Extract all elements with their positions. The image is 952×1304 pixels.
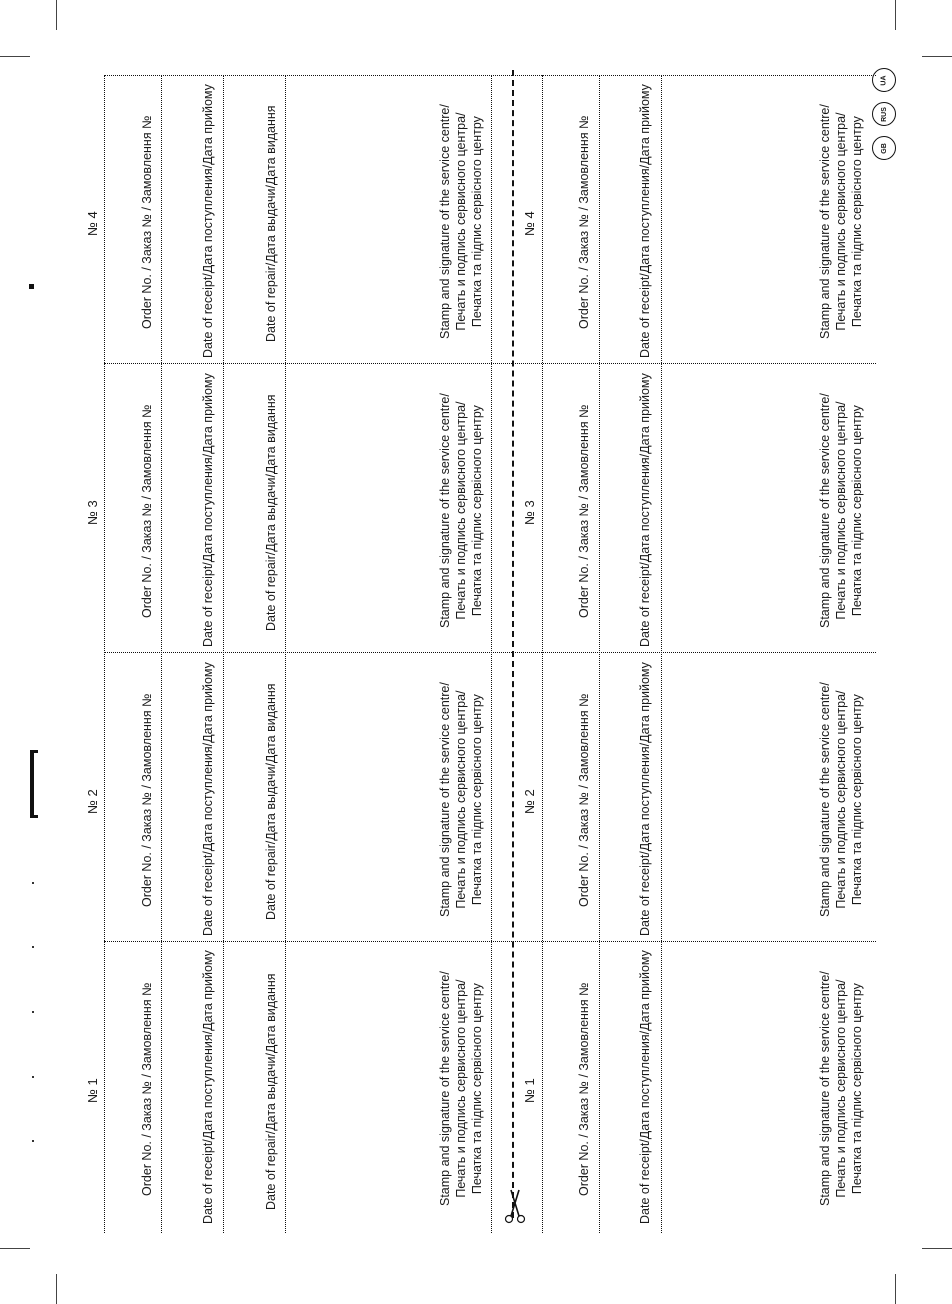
date-of-receipt-field: Date of receipt/Дата поступления/Дата прийому — [638, 373, 652, 647]
coupon-number: № 2 — [522, 789, 537, 814]
field-line — [491, 75, 492, 1233]
date-of-receipt-field: Date of receipt/Дата поступления/Дата прийому — [638, 950, 652, 1224]
language-badges — [870, 68, 896, 158]
order-number-field: Order No. / Заказ № / Замовлення № — [140, 982, 154, 1196]
order-number-field: Order No. / Заказ № / Замовлення № — [577, 404, 591, 618]
date-of-receipt-field: Date of receipt/Дата поступления/Дата прийому — [201, 84, 215, 358]
date-of-receipt-field: Date of receipt/Дата поступления/Дата прийому — [201, 373, 215, 647]
order-number-field: Order No. / Заказ № / Замовлення № — [140, 115, 154, 329]
stamp-signature-block: Stamp and signature of the service centre/ Печать и подпись сервисного центра/ Печатка та підпис сервісного центру — [438, 104, 484, 339]
field-line — [661, 75, 662, 1233]
coupon-number: № 3 — [522, 500, 537, 525]
date-of-receipt-field: Date of receipt/Дата поступления/Дата прийому — [201, 950, 215, 1224]
date-of-repair-field: Date of repair/Дата выдачи/Дата видання — [264, 394, 278, 631]
language-badge-ua: UA — [872, 68, 896, 92]
coupon-separator — [104, 652, 876, 653]
stamp-signature-block: Stamp and signature of the service centre/ Печать и подпись сервисного центра/ Печатка та підпис сервісного центру — [818, 104, 864, 339]
coupon-separator — [104, 941, 876, 942]
coupon-number: № 2 — [85, 789, 100, 814]
date-of-repair-field: Date of repair/Дата выдачи/Дата видання — [264, 973, 278, 1210]
field-line — [542, 75, 543, 1233]
order-number-field: Order No. / Заказ № / Замовлення № — [140, 693, 154, 907]
date-of-receipt-field: Date of receipt/Дата поступления/Дата прийому — [638, 662, 652, 936]
coupon-separator — [104, 75, 876, 76]
field-line — [223, 75, 224, 1233]
field-line — [599, 75, 600, 1233]
coupon-number: № 4 — [522, 211, 537, 236]
coupon-number: № 3 — [85, 500, 100, 525]
order-number-field: Order No. / Заказ № / Замовлення № — [140, 404, 154, 618]
stamp-signature-block: Stamp and signature of the service centre/ Печать и подпись сервисного центра/ Печатка та підпис сервісного центру — [438, 682, 484, 917]
cut-line — [512, 70, 514, 1218]
stamp-signature-block: Stamp and signature of the service centre/ Печать и подпись сервисного центра/ Печатка та підпис сервісного центру — [438, 393, 484, 628]
order-number-field: Order No. / Заказ № / Замовлення № — [577, 115, 591, 329]
stamp-signature-block: Stamp and signature of the service centre/ Печать и подпись сервисного центра/ Печатка та підпис сервісного центру — [818, 971, 864, 1206]
stamp-signature-block: Stamp and signature of the service centre/ Печать и подпись сервисного центра/ Печатка та підпис сервісного центру — [818, 682, 864, 917]
field-line — [104, 75, 105, 1233]
field-line — [161, 75, 162, 1233]
field-line — [285, 75, 286, 1233]
stamp-signature-block: Stamp and signature of the service centre/ Печать и подпись сервисного центра/ Печатка та підпис сервісного центру — [818, 393, 864, 628]
coupon-separator — [104, 363, 876, 364]
order-number-field: Order No. / Заказ № / Замовлення № — [577, 693, 591, 907]
stamp-signature-block: Stamp and signature of the service centre/ Печать и подпись сервисного центра/ Печатка та підпис сервісного центру — [438, 971, 484, 1206]
date-of-receipt-field: Date of receipt/Дата поступления/Дата прийому — [201, 662, 215, 936]
date-of-repair-field: Date of repair/Дата выдачи/Дата видання — [264, 105, 278, 342]
scissors-icon — [500, 1186, 530, 1226]
language-badge-rus: RUS — [872, 102, 896, 126]
coupon-number: № 1 — [522, 1078, 537, 1103]
language-badge-gb: GB — [872, 136, 896, 160]
order-number-field: Order No. / Заказ № / Замовлення № — [577, 982, 591, 1196]
coupon-number: № 1 — [85, 1078, 100, 1103]
date-of-receipt-field: Date of receipt/Дата поступления/Дата прийому — [638, 84, 652, 358]
date-of-repair-field: Date of repair/Дата выдачи/Дата видання — [264, 683, 278, 920]
coupon-number: № 4 — [85, 211, 100, 236]
